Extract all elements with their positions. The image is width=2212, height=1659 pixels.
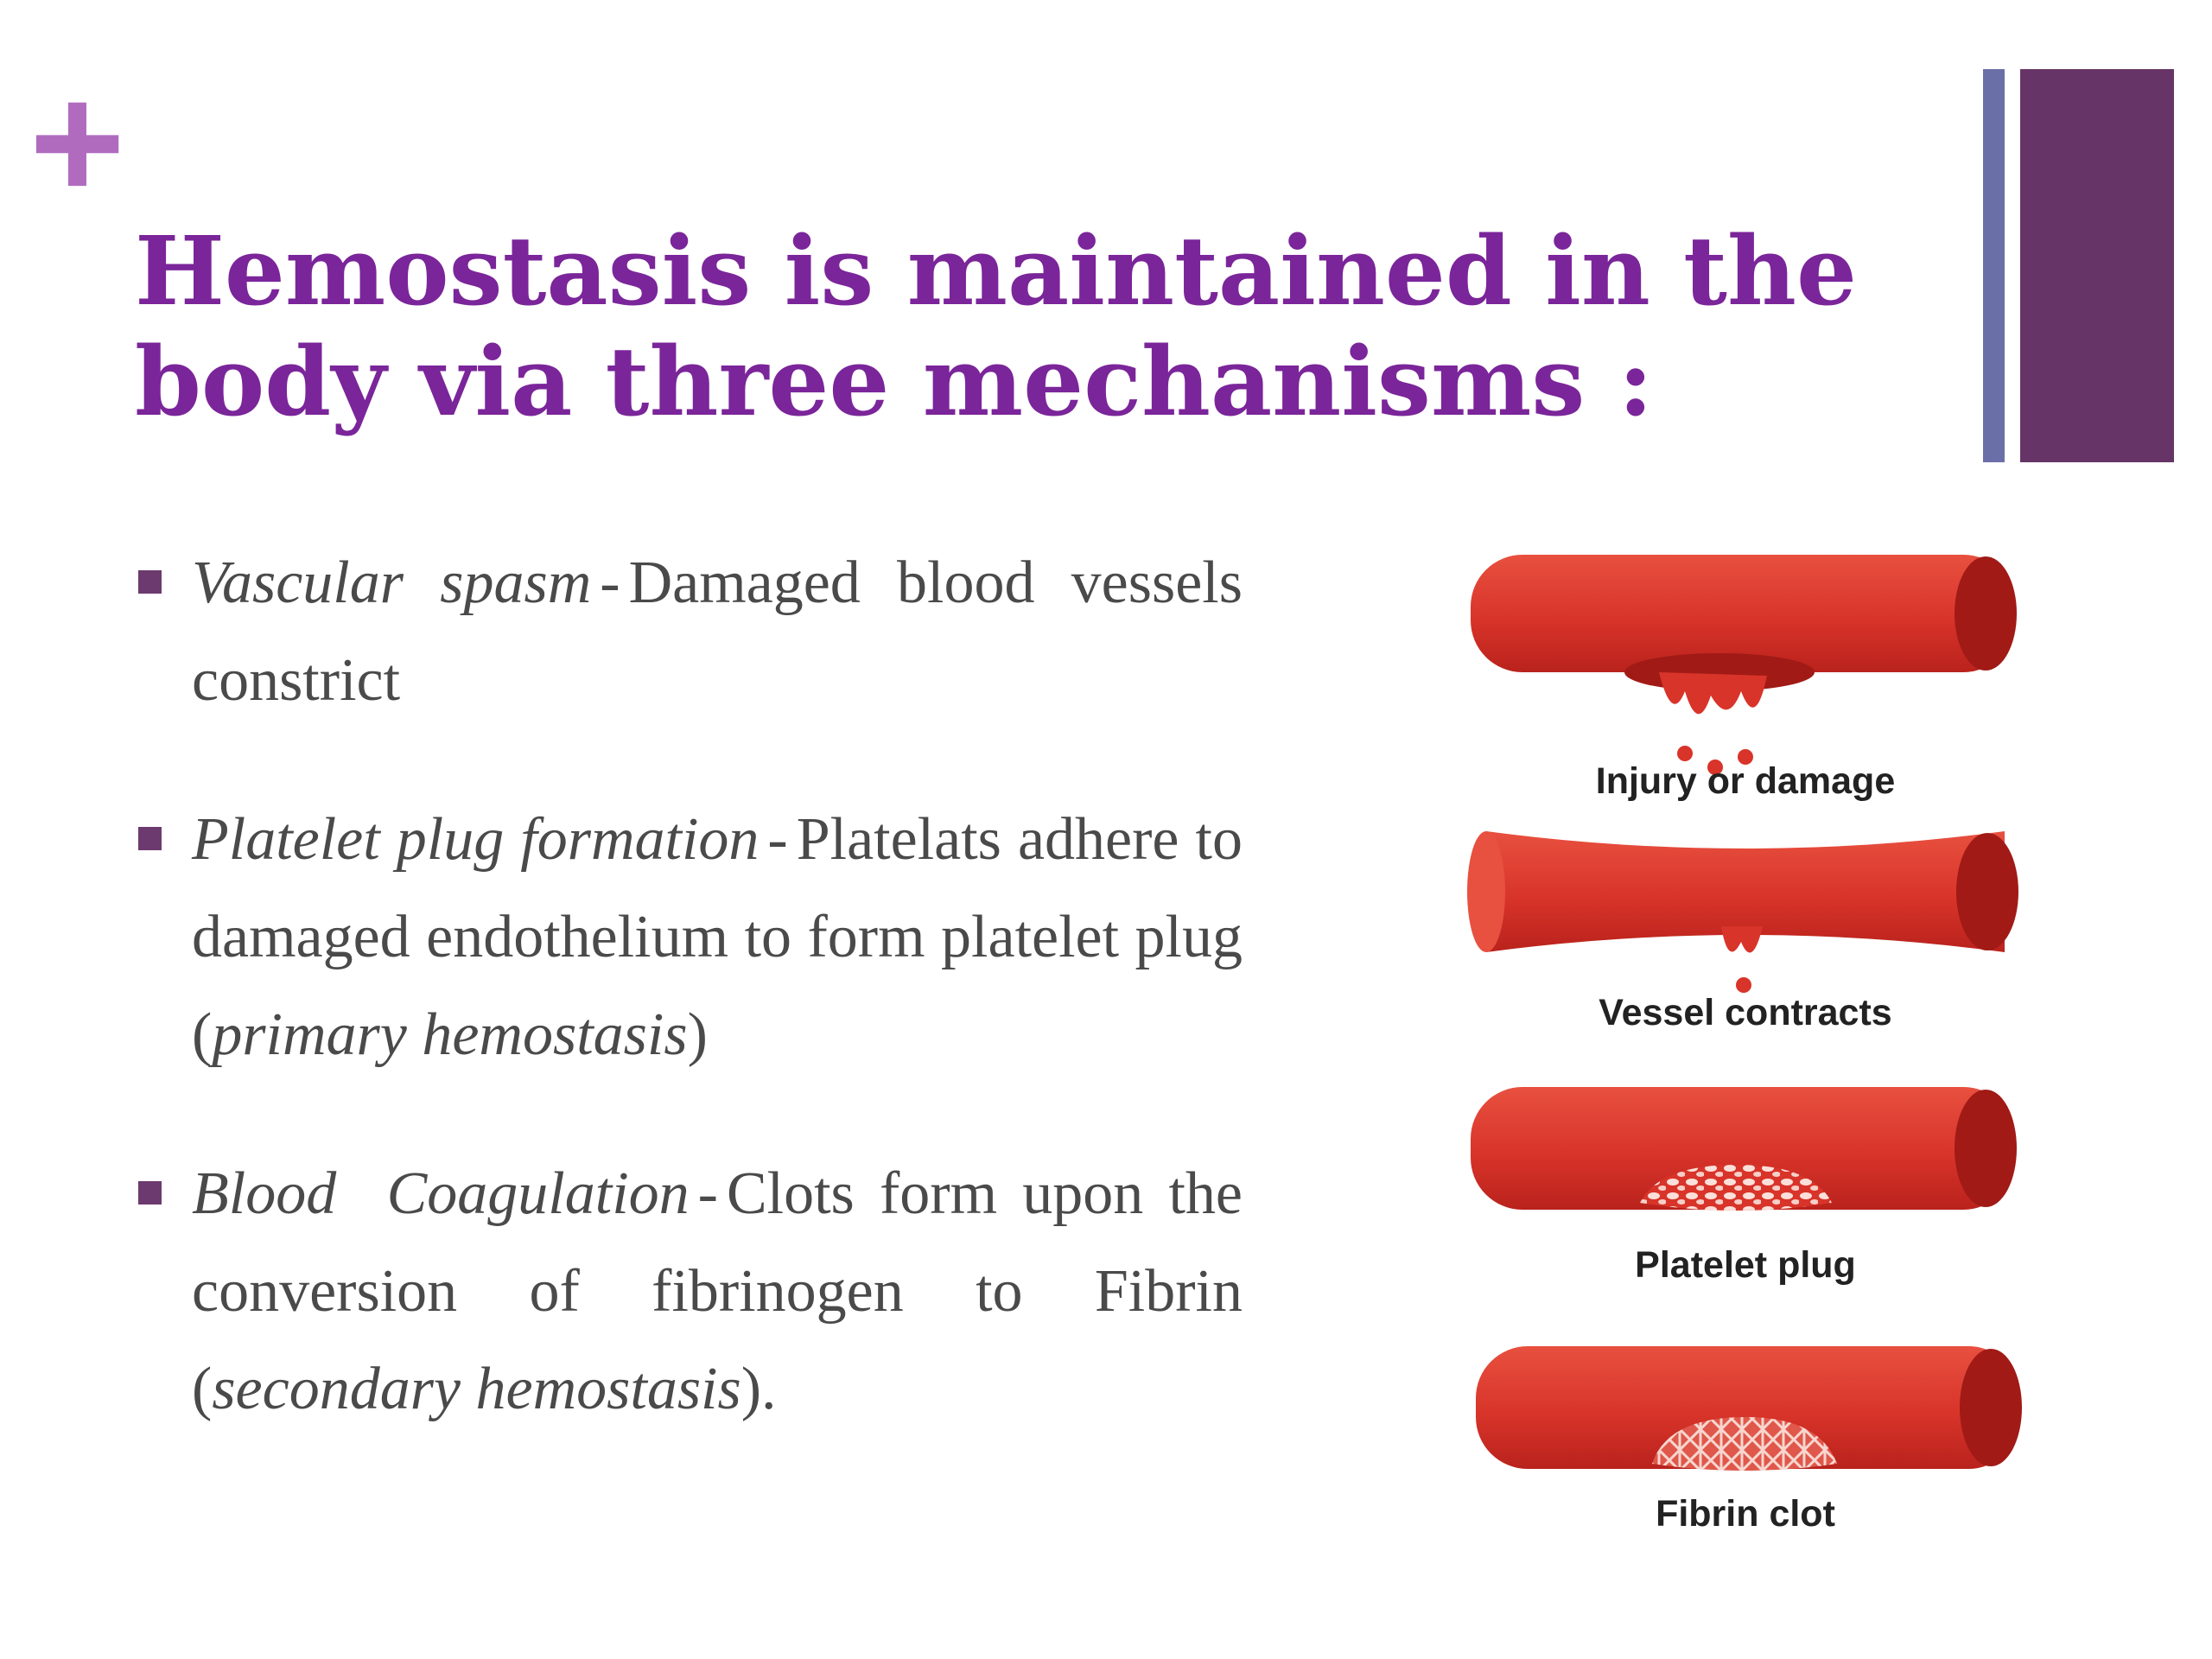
bullet-tail: ) <box>687 1001 708 1068</box>
slide-title <box>135 216 1993 437</box>
bullet-square-icon <box>138 570 162 594</box>
vessel-injury <box>1471 555 2017 775</box>
bullet-tail: ). <box>741 1356 777 1422</box>
hemostasis-figure <box>1400 527 2091 1564</box>
bullet-italic-note: secondary hemostasis <box>212 1356 741 1422</box>
bullet-square-icon <box>138 827 162 850</box>
bullet-separator: - <box>697 1160 718 1227</box>
title-line-1: Hemostasis is maintained in the <box>135 215 1857 327</box>
bullet-square-icon <box>138 1181 162 1205</box>
bullet-blood-coagulation <box>135 1145 1243 1438</box>
bullet-italic-note: primary hemostasis <box>212 1001 688 1068</box>
bullet-term: Vascular spasm <box>192 550 592 616</box>
caption-injury: Injury or damage <box>1595 760 1896 802</box>
vessel-fibrin-clot <box>1476 1346 2022 1471</box>
bullet-text: Platelats adhere to damaged endothelium to form platelet plug ( <box>192 806 1243 1068</box>
bullet-text: Clots form upon the conversion of fibrinogen to Fibrin ( <box>192 1160 1243 1422</box>
plus-icon: + <box>29 51 125 234</box>
accent-bar-thick <box>2020 69 2174 462</box>
bullet-term: Blood Coagulation <box>192 1160 690 1227</box>
bullet-term: Platelet plug formation <box>192 806 760 873</box>
bullet-separator: - <box>767 806 788 873</box>
bullet-separator: - <box>600 550 620 616</box>
caption-contracts: Vessel contracts <box>1599 992 1892 1033</box>
title-line-2: body via three mechanisms : <box>135 326 1654 437</box>
caption-fibrin-clot: Fibrin clot <box>1656 1493 1835 1535</box>
caption-platelet-plug: Platelet plug <box>1635 1244 1856 1286</box>
vessel-platelet-plug <box>1471 1087 2017 1211</box>
mechanism-list <box>135 534 1243 1499</box>
bullet-text: Damaged blood vessels constrict <box>192 550 1243 714</box>
vessel-contracts <box>1467 831 2018 993</box>
vessel-illustration <box>1400 527 2091 1564</box>
bullet-vascular-spasm <box>135 534 1243 729</box>
bullet-platelet-plug <box>135 791 1243 1084</box>
